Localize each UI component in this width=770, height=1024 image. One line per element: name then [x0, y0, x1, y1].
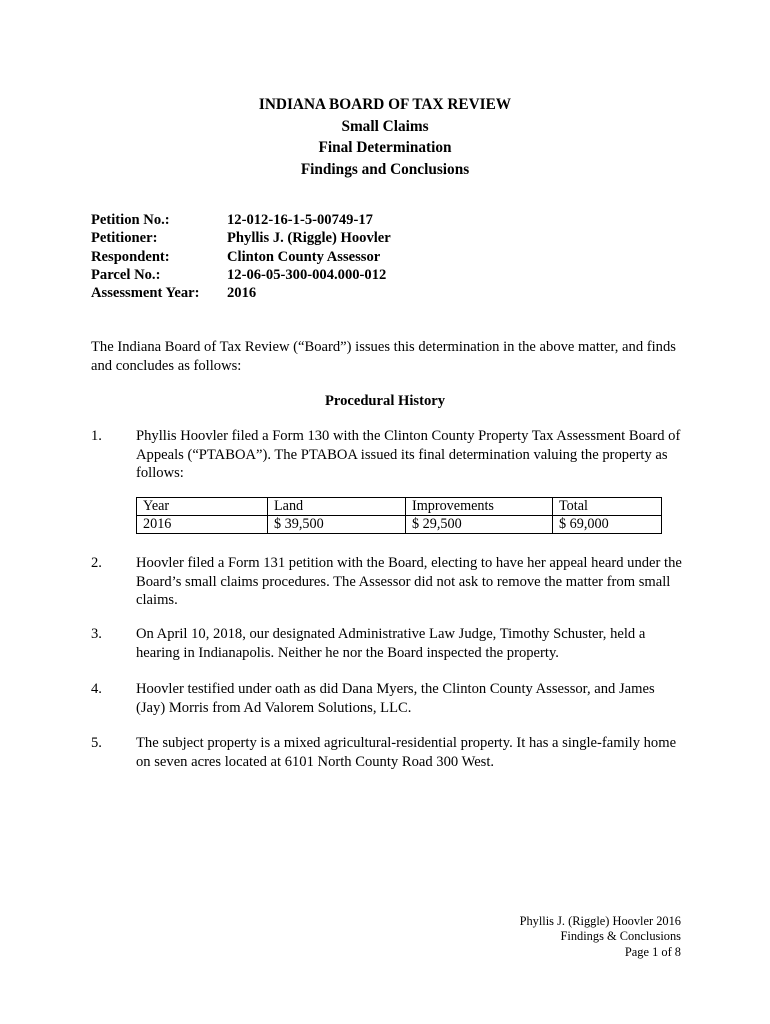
caption-row-petitioner — [91, 229, 391, 247]
footer-doc-type: Findings & Conclusions — [560, 929, 681, 944]
intro-paragraph: The Indiana Board of Tax Review (“Board”) issues this determination in the above matter, and finds and concludes as follows: — [91, 339, 676, 374]
table-cell: $ 39,500 — [268, 516, 406, 534]
table-row — [137, 516, 662, 534]
table-header-cell: Land — [268, 498, 406, 516]
caption-label: Parcel No.: — [91, 266, 161, 283]
caption-value: 2016 — [227, 285, 257, 302]
caption-row-respondent — [91, 248, 391, 266]
paragraph-number: 2. — [91, 555, 102, 571]
paragraph-number: 4. — [91, 681, 102, 697]
table-header-cell: Improvements — [406, 498, 553, 516]
numbered-paragraph — [91, 734, 683, 771]
case-caption — [91, 211, 391, 302]
page-footer — [520, 914, 681, 960]
caption-label: Petition No.: — [91, 212, 170, 228]
table-cell: $ 69,000 — [553, 516, 662, 534]
board-title: INDIANA BOARD OF TAX REVIEW — [258, 96, 512, 113]
paragraph-number: 3. — [91, 626, 102, 642]
caption-value: Phyllis J. (Riggle) Hoovler — [227, 230, 391, 247]
paragraph-text: On April 10, 2018, our designated Administrative Law Judge, Timothy Schuster, held a hearing in Indianapolis. Neither he nor the Board inspected the property. — [136, 626, 646, 661]
caption-row-petition — [91, 211, 391, 229]
table-header-cell: Total — [553, 498, 662, 516]
paragraph-text: Hoovler filed a Form 131 petition with the Board, electing to have her appeal heard under the Board’s small claims procedures. The Assessor did not ask to remove the matter from small claims. — [136, 555, 682, 608]
paragraph-text: Hoovler testified under oath as did Dana Myers, the Clinton County Assessor, and James (Jay) Morris from Ad Valorem Solutions, LLC. — [136, 681, 655, 716]
determination-type: Final Determination — [318, 139, 452, 156]
caption-value: 12-06-05-300-004.000-012 — [227, 266, 387, 283]
paragraph-number: 5. — [91, 735, 102, 751]
numbered-paragraph — [91, 680, 683, 717]
table-header-cell: Year — [137, 498, 268, 516]
caption-label: Respondent: — [91, 248, 170, 265]
numbered-paragraph — [91, 625, 683, 662]
caption-value: 12-012-16-1-5-00749-17 — [227, 212, 373, 228]
numbered-paragraph — [91, 554, 683, 610]
table-cell: $ 29,500 — [406, 516, 553, 534]
numbered-paragraph — [91, 427, 683, 483]
caption-value: Clinton County Assessor — [227, 248, 381, 265]
table-header-row — [137, 498, 662, 516]
caption-row-year — [91, 284, 391, 302]
section-heading: Procedural History — [324, 393, 446, 409]
caption-label: Petitioner: — [91, 230, 158, 247]
paragraph-text: Phyllis Hoovler filed a Form 130 with the Clinton County Property Tax Assessment Board of Appeals (“PTABOA”). The PTABOA issued its final determination valuing the property as follows: — [136, 428, 681, 481]
page-number: Page 1 of 8 — [624, 944, 681, 959]
document-subtitle: Findings and Conclusions — [300, 160, 470, 178]
paragraph-text: The subject property is a mixed agricultural-residential property. It has a single-family home on seven acres located at 6101 North County Road 300 West. — [136, 735, 677, 770]
document-header — [0, 94, 770, 180]
claims-type: Small Claims — [341, 117, 429, 135]
table-cell: 2016 — [137, 516, 268, 534]
paragraph-number: 1. — [91, 428, 102, 444]
footer-case-name: Phyllis J. (Riggle) Hoovler 2016 — [519, 914, 681, 928]
assessment-value-table — [136, 497, 662, 534]
caption-label: Assessment Year: — [91, 285, 200, 302]
caption-row-parcel — [91, 266, 391, 284]
